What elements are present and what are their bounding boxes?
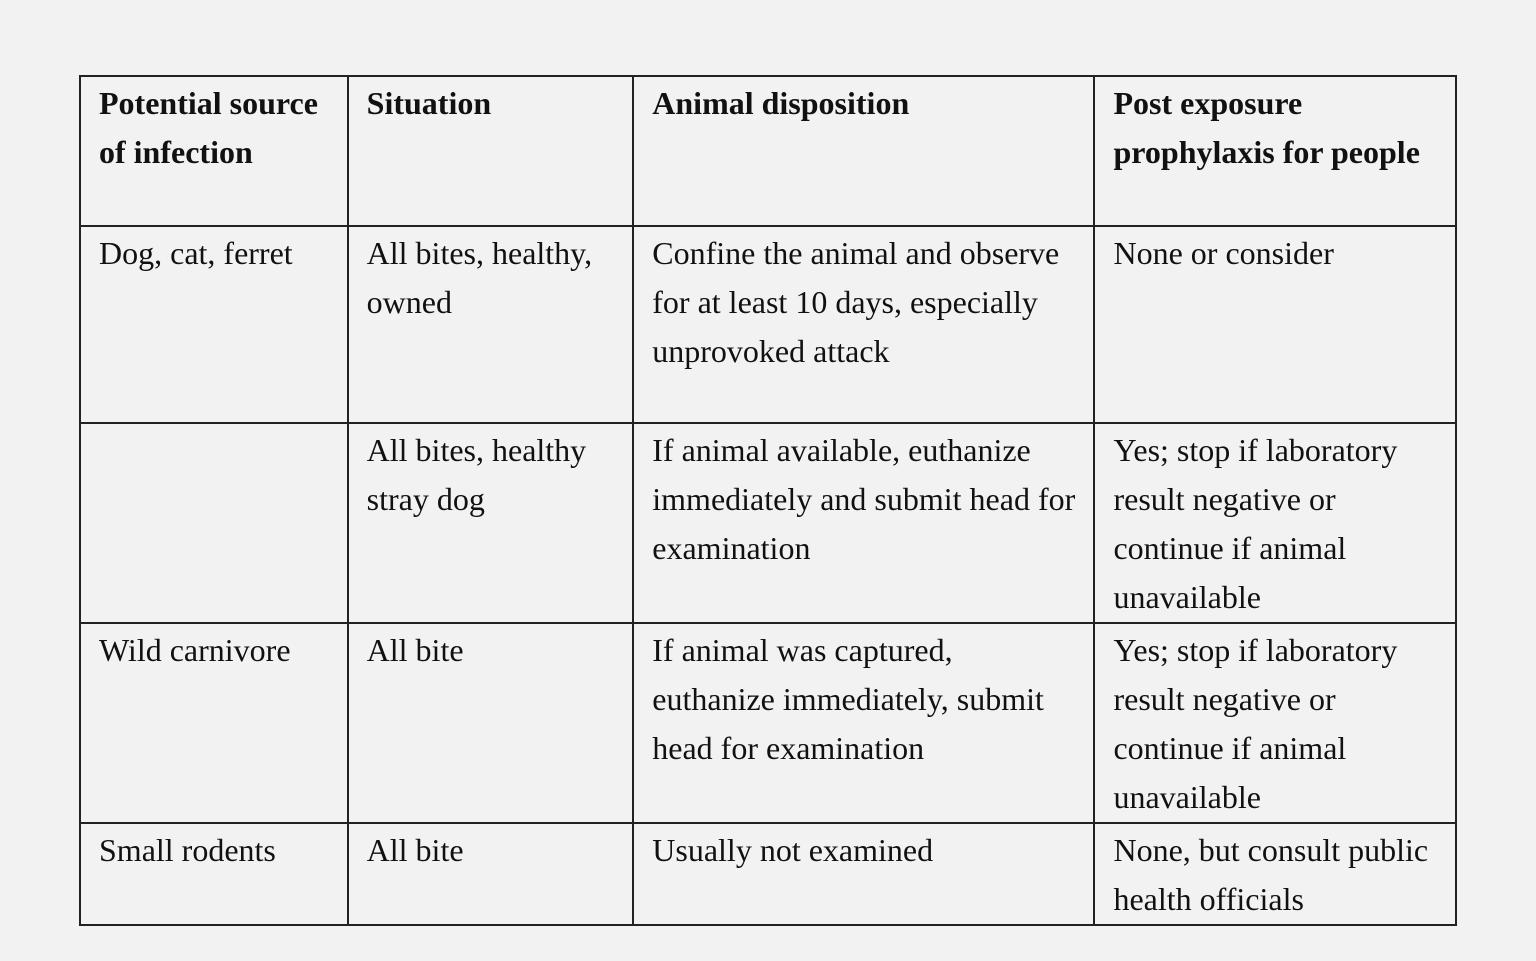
header-prophylaxis: Post exposure prophylaxis for people — [1094, 76, 1456, 226]
cell-source: Dog, cat, ferret — [80, 226, 348, 423]
cell-prophylaxis: Yes; stop if laboratory result negative or continue if animal unavailable — [1094, 423, 1456, 623]
cell-prophylaxis: None or consider — [1094, 226, 1456, 423]
cell-situation: All bite — [348, 623, 634, 823]
table-row — [80, 226, 1456, 423]
cell-disposition: Usually not examined — [633, 823, 1094, 925]
header-disposition: Animal disposition — [633, 76, 1094, 226]
table-row — [80, 623, 1456, 823]
header-row — [80, 76, 1456, 226]
cell-source — [80, 423, 348, 623]
cell-situation: All bites, healthy stray dog — [348, 423, 634, 623]
cell-disposition: If animal was captured, euthanize immediately, submit head for examination — [633, 623, 1094, 823]
cell-prophylaxis: Yes; stop if laboratory result negative or continue if animal unavailable — [1094, 623, 1456, 823]
cell-disposition: If animal available, euthanize immediately and submit head for examination — [633, 423, 1094, 623]
header-situation: Situation — [348, 76, 634, 226]
cell-prophylaxis: None, but consult public health officials — [1094, 823, 1456, 925]
header-source: Potential source of infection — [80, 76, 348, 226]
table-row — [80, 823, 1456, 925]
table-row — [80, 423, 1456, 623]
cell-situation: All bite — [348, 823, 634, 925]
cell-situation: All bites, healthy, owned — [348, 226, 634, 423]
cell-source: Wild carnivore — [80, 623, 348, 823]
rabies-exposure-table — [79, 75, 1457, 926]
cell-source: Small rodents — [80, 823, 348, 925]
cell-disposition: Confine the animal and observe for at least 10 days, especially unprovoked attack — [633, 226, 1094, 423]
